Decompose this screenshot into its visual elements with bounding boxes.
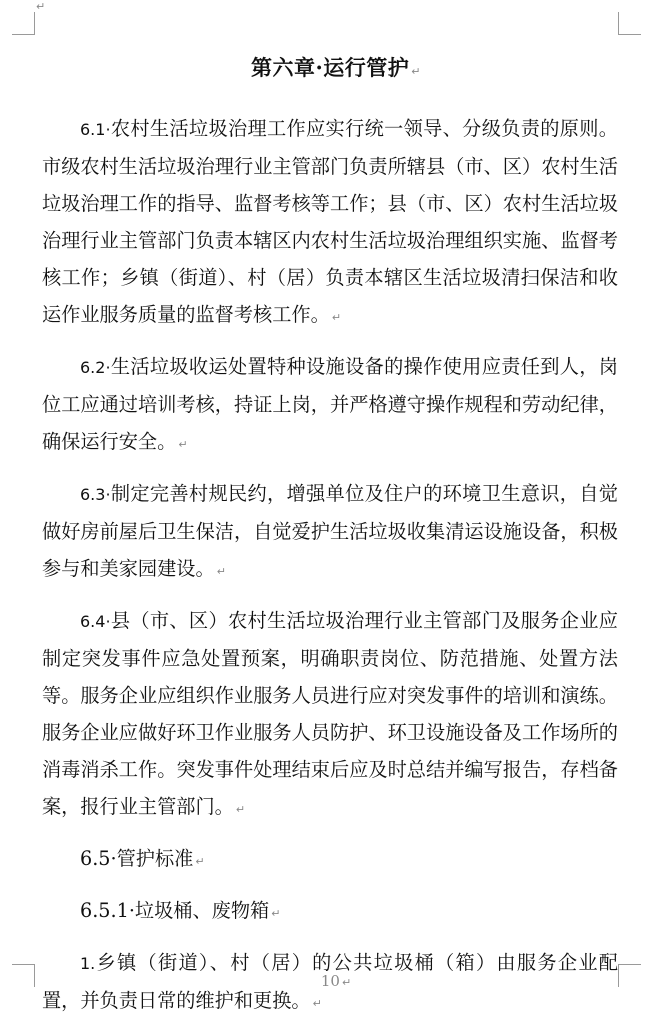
list-number: 1. bbox=[80, 954, 96, 973]
paragraph-mark-icon: ↵ bbox=[195, 855, 205, 868]
paragraph-6-4 bbox=[42, 602, 618, 828]
paragraph-mark-icon: ↵ bbox=[271, 907, 281, 920]
paragraph-mark-icon: ↵ bbox=[341, 976, 352, 989]
section-number: 6.1· bbox=[80, 120, 111, 139]
section-number: 6.4· bbox=[80, 612, 111, 631]
paragraph-6-1 bbox=[42, 110, 618, 336]
section-number: 6.5.1· bbox=[80, 899, 135, 922]
paragraph-text: 制定完善村规民约，增强单位及住户的环境卫生意识，自觉做好房前屋后卫生保洁，自觉爱护生活垃圾收集清运设施设备，积极参与和美家园建设。 bbox=[42, 482, 618, 580]
paragraph-mark-icon: ↵ bbox=[235, 803, 246, 816]
paragraph-mark-icon: ↵ bbox=[36, 0, 46, 13]
paragraph-mark-icon: ↵ bbox=[216, 565, 226, 578]
heading-6-5-1 bbox=[42, 892, 618, 932]
section-number: 6.2· bbox=[80, 358, 111, 377]
section-number: 6.5· bbox=[80, 847, 117, 870]
paragraph-mark-icon: ↵ bbox=[178, 438, 188, 451]
chapter-title-text: 第六章·运行管护 bbox=[250, 55, 410, 80]
page-footer bbox=[0, 972, 672, 990]
paragraph-6-2 bbox=[42, 348, 618, 463]
paragraph-mark-icon: ↵ bbox=[312, 997, 322, 1010]
chapter-title bbox=[0, 52, 672, 82]
heading-text: 垃圾桶、废物箱 bbox=[134, 899, 270, 922]
paragraph-text: 生活垃圾收运处置特种设施设备的操作使用应责任到人，岗位工应通过培训考核，持证上岗，并严格遵守操作规程和劳动纪律，确保运行安全。 bbox=[42, 355, 618, 453]
paragraph-text: 农村生活垃圾治理工作应实行统一领导、分级负责的原则。市级农村生活垃圾治理行业主管部门负责所辖县（市、区）农村生活垃圾治理工作的指导、监督考核等工作；县（市、区）农村生活垃圾治理行业主管部门负责本辖区内农村生活垃圾治理组织实施、监督考核工作；乡镇（街道）、村（居）负责本辖区生活垃圾清扫保洁和收运作业服务质量的监督考核工作。 bbox=[42, 117, 618, 326]
paragraph-text: 县（市、区）农村生活垃圾治理行业主管部门及服务企业应制定突发事件应急处置预案，明确职责岗位、防范措施、处置方法等。服务企业应组织作业服务人员进行应对突发事件的培训和演练。服务企业应做好环卫作业服务人员防护、环卫设施设备及工作场所的消毒消杀工作。突发事件处理结束后应及时总结并编写报告，存档备案，报行业主管部门。 bbox=[42, 609, 618, 818]
paragraph-mark-icon: ↵ bbox=[331, 311, 342, 324]
page-corner-mark-top-left bbox=[12, 12, 35, 35]
paragraph-mark-icon: ↵ bbox=[411, 65, 422, 78]
section-number: 6.3· bbox=[80, 485, 111, 504]
heading-6-5 bbox=[42, 840, 618, 880]
heading-text: 管护标准 bbox=[116, 847, 194, 870]
paragraph-text: 乡镇（街道）、村（居）的公共垃圾桶（箱）由服务企业配置，并负责日常的维护和更换。 bbox=[42, 951, 618, 1012]
page-number: 10 bbox=[320, 972, 340, 990]
paragraph-6-3 bbox=[42, 475, 618, 590]
page-corner-mark-top-right bbox=[618, 12, 641, 35]
document-body bbox=[42, 110, 618, 1034]
